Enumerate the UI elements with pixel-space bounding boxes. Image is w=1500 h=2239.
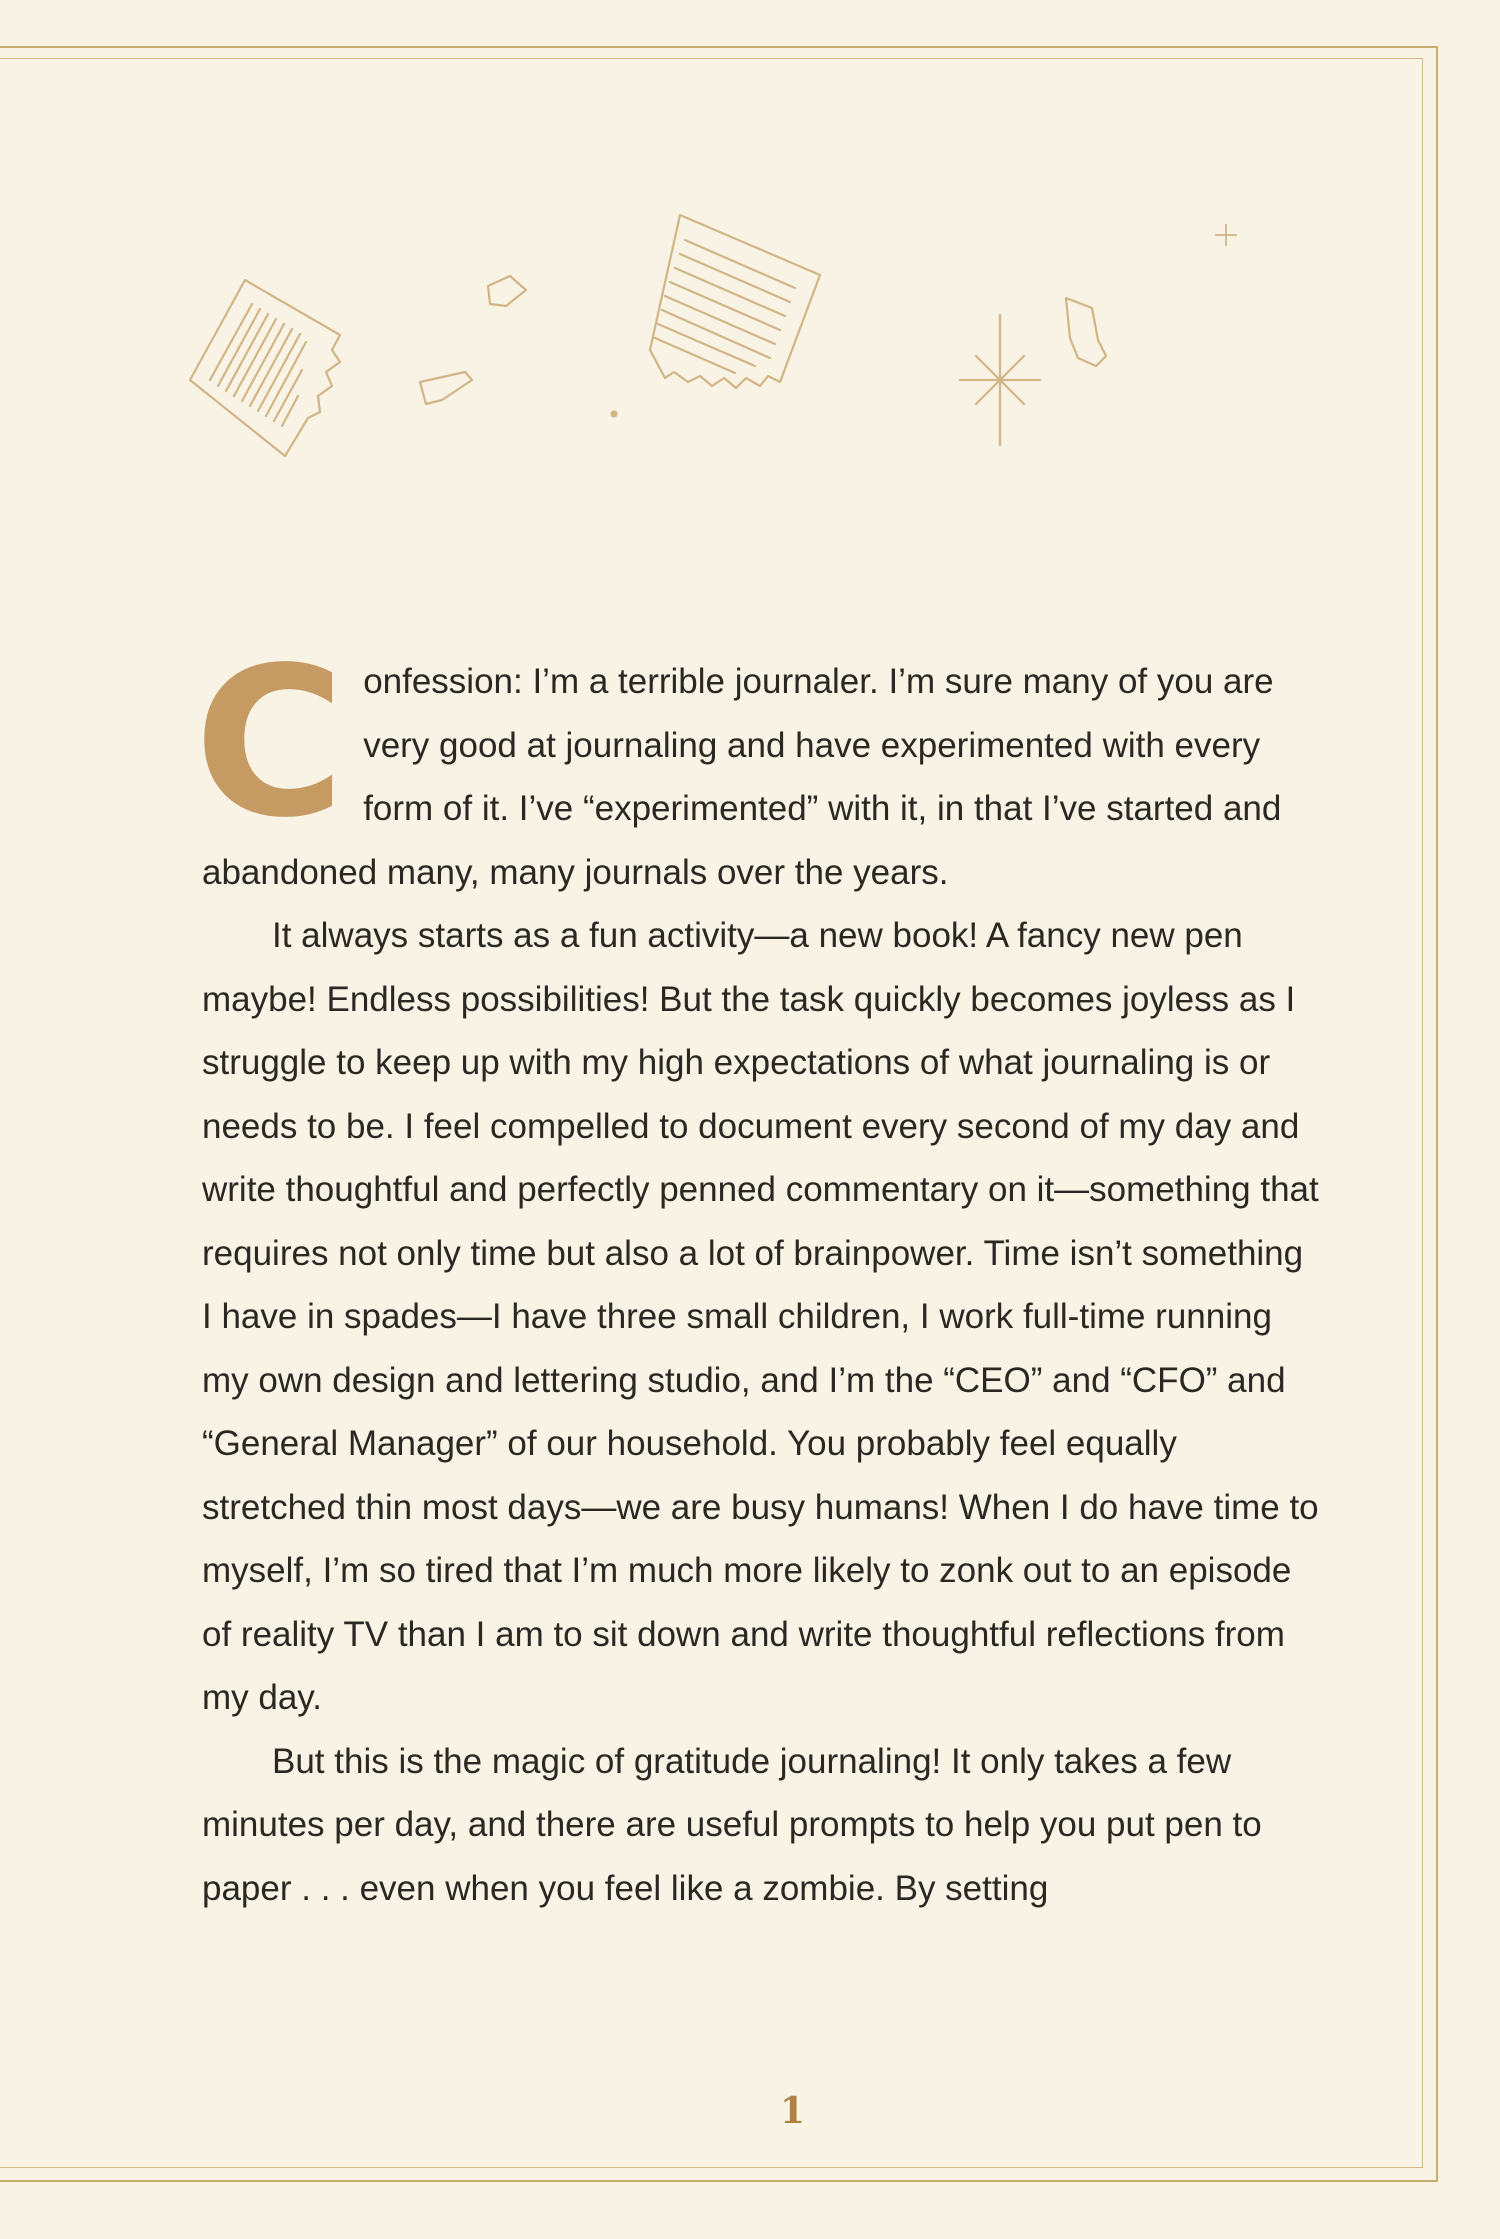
paragraph-2: It always starts as a fun activity—a new book! A fancy new pen maybe! Endless possibilities! But the task quickly becomes joyless as I struggle to keep up with my high expectations of what journaling is or needs to be. I feel compelled to document every second of my day and write thoughtful and perfectly penned commentary on it—something that requires not only time but also a lot of brainpower. Time isn’t something I have in spades—I have three small children, I work full-time running my own design and lettering studio, and I’m the “CEO” and “CFO” and “General Manager” of our household. You probably feel equally stretched thin most days—we are busy humans! When I do have time to myself, I’m so tired that I’m much more likely to zonk out to an episode of reality TV than I am to sit down and write thoughtful reflections from my day. xyxy=(202,916,1319,1717)
page-number: 1 xyxy=(780,2090,806,2132)
torn-paper-note-icon xyxy=(190,280,340,456)
small-plus-star-icon xyxy=(1215,224,1237,246)
paper-scrap-icon xyxy=(1066,298,1106,366)
paragraph-1 xyxy=(194,623,1322,904)
paper-scrap-icon xyxy=(420,372,472,404)
drop-cap: C xyxy=(194,623,346,863)
paragraph-3: But this is the magic of gratitude journaling! It only takes a few minutes per day, and there are useful prompts to help you put pen to paper . . . even when you feel like a zombie. By setting xyxy=(202,1741,1262,1908)
sparkle-star-icon xyxy=(960,315,1040,445)
torn-paper-note-icon xyxy=(650,215,820,388)
paper-scrap-icon xyxy=(488,276,526,306)
floating-papers-illustration xyxy=(180,200,1280,470)
paragraph-1-text: onfession: I’m a terrible journaler. I’m sure many of you are very good at journaling and have experimented with every form of it. I’ve “experimented” with it, in that I’ve started and abandoned many, many journals over the years. xyxy=(202,662,1282,892)
body-text xyxy=(194,623,1322,1920)
